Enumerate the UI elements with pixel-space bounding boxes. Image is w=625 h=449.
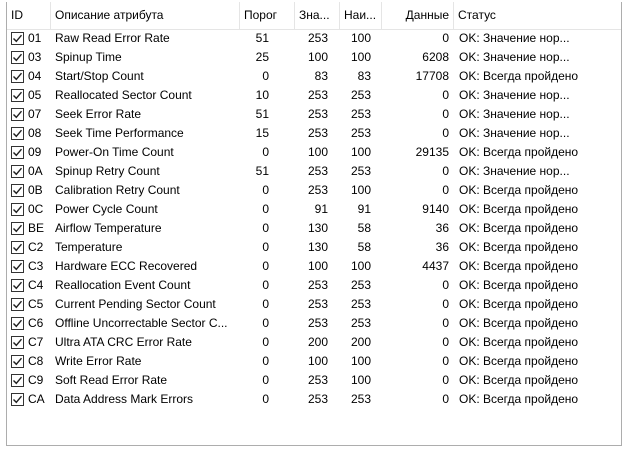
attribute-id: 07 [28,107,42,121]
attribute-value: 253 [307,373,328,387]
attribute-threshold: 0 [262,221,269,235]
attribute-raw-data: 4437 [422,259,449,273]
table-row[interactable] [7,390,621,409]
attribute-worst: 100 [350,259,371,273]
attribute-worst: 100 [350,373,371,387]
row-checkbox[interactable] [11,317,24,330]
attribute-status: OK: Значение нор... [459,107,570,121]
table-row[interactable] [7,238,621,257]
attribute-value: 100 [307,354,328,368]
attribute-threshold: 0 [262,183,269,197]
attribute-id: C9 [28,373,44,387]
checkmark-icon [12,204,23,215]
attribute-status: OK: Всегда пройдено [459,316,579,330]
attribute-worst: 58 [357,240,371,254]
row-checkbox[interactable] [11,355,24,368]
attribute-threshold: 0 [262,278,269,292]
attribute-status: OK: Всегда пройдено [459,145,579,159]
table-row[interactable] [7,124,621,143]
attribute-worst: 253 [350,88,371,102]
row-checkbox[interactable] [11,260,24,273]
checkmark-icon [12,299,23,310]
checkmark-icon [12,280,23,291]
attribute-status: OK: Всегда пройдено [459,392,579,406]
attribute-raw-data: 0 [442,354,449,368]
attribute-value: 253 [307,316,328,330]
checkmark-icon [12,223,23,234]
attribute-id: 09 [28,145,42,159]
checkmark-icon [12,33,23,44]
attribute-name: Calibration Retry Count [55,183,180,197]
attribute-name: Write Error Rate [55,354,142,368]
attribute-raw-data: 17708 [415,69,449,83]
attribute-value: 83 [314,69,328,83]
row-checkbox[interactable] [11,108,24,121]
attribute-id: 0A [28,164,43,178]
attribute-threshold: 0 [262,335,269,349]
attribute-name: Power-On Time Count [55,145,174,159]
checkmark-icon [12,128,23,139]
attribute-raw-data: 0 [442,297,449,311]
attribute-value: 100 [307,259,328,273]
attribute-threshold: 15 [255,126,269,140]
checkmark-icon [12,261,23,272]
attribute-name: Start/Stop Count [55,69,144,83]
row-checkbox[interactable] [11,146,24,159]
checkmark-icon [12,318,23,329]
attribute-status: OK: Всегда пройдено [459,183,579,197]
attribute-threshold: 0 [262,240,269,254]
attribute-value: 253 [307,297,328,311]
attribute-value: 253 [307,126,328,140]
row-checkbox[interactable] [11,32,24,45]
attribute-worst: 100 [350,31,371,45]
attribute-name: Ultra ATA CRC Error Rate [55,335,192,349]
checkmark-icon [12,337,23,348]
attribute-status: OK: Всегда пройдено [459,240,579,254]
checkmark-icon [12,394,23,405]
attribute-raw-data: 0 [442,31,449,45]
row-checkbox[interactable] [11,51,24,64]
attribute-raw-data: 0 [442,164,449,178]
attribute-worst: 100 [350,145,371,159]
attribute-raw-data: 6208 [422,50,449,64]
attribute-worst: 253 [350,126,371,140]
attribute-threshold: 25 [255,50,269,64]
attribute-name: Current Pending Sector Count [55,297,216,311]
checkmark-icon [12,185,23,196]
attribute-name: Seek Error Rate [55,107,142,121]
attribute-worst: 253 [350,392,371,406]
attribute-raw-data: 0 [442,107,449,121]
table-row[interactable] [7,181,621,200]
attribute-value: 253 [307,88,328,102]
column-header-status[interactable]: Статус [458,8,496,22]
attribute-name: Reallocated Sector Count [55,88,192,102]
attribute-raw-data: 0 [442,316,449,330]
attribute-status: OK: Всегда пройдено [459,335,579,349]
attribute-worst: 253 [350,164,371,178]
attribute-threshold: 0 [262,145,269,159]
column-header-data[interactable]: Данные [382,2,454,29]
table-row[interactable] [7,352,621,371]
attribute-id: 04 [28,69,42,83]
attribute-name: Soft Read Error Rate [55,373,168,387]
attribute-status: OK: Всегда пройдено [459,202,579,216]
checkmark-icon [12,166,23,177]
checkmark-icon [12,356,23,367]
checkmark-icon [12,242,23,253]
attribute-id: 0C [28,202,44,216]
attribute-worst: 58 [357,221,371,235]
attribute-worst: 100 [350,183,371,197]
attribute-status: OK: Значение нор... [459,88,570,102]
attribute-id: C8 [28,354,44,368]
attribute-value: 100 [307,145,328,159]
checkmark-icon [12,109,23,120]
attribute-status: OK: Значение нор... [459,164,570,178]
attribute-threshold: 10 [255,88,269,102]
attribute-name: Power Cycle Count [55,202,158,216]
attribute-name: Hardware ECC Recovered [55,259,198,273]
attribute-id: 01 [28,31,42,45]
attribute-value: 91 [314,202,328,216]
attribute-worst: 253 [350,107,371,121]
attribute-status: OK: Всегда пройдено [459,373,579,387]
attribute-status: OK: Всегда пройдено [459,354,579,368]
attribute-id: C6 [28,316,44,330]
attribute-value: 253 [307,278,328,292]
attribute-worst: 253 [350,297,371,311]
attribute-status: OK: Всегда пройдено [459,69,579,83]
column-header-name[interactable]: Описание атрибута [51,2,240,29]
table-row[interactable] [7,371,621,390]
attribute-id: BE [28,221,45,235]
attribute-threshold: 0 [262,202,269,216]
attribute-status: OK: Значение нор... [459,31,570,45]
attribute-name: Spinup Time [55,50,122,64]
row-checkbox[interactable] [11,336,24,349]
table-row[interactable] [7,314,621,333]
row-checkbox[interactable] [11,165,24,178]
table-row[interactable] [7,86,621,105]
table-row[interactable] [7,48,621,67]
attribute-id: C4 [28,278,44,292]
table-row[interactable] [7,257,621,276]
attribute-value: 253 [307,164,328,178]
attribute-status: OK: Всегда пройдено [459,221,579,235]
row-checkbox[interactable] [11,298,24,311]
attribute-name: Raw Read Error Rate [55,31,170,45]
column-header-row [7,2,621,30]
attribute-id: C5 [28,297,44,311]
table-row[interactable] [7,29,621,48]
table-row[interactable] [7,333,621,352]
table-row[interactable] [7,143,621,162]
row-checkbox[interactable] [11,374,24,387]
attribute-name: Data Address Mark Errors [55,392,194,406]
checkmark-icon [12,71,23,82]
table-row[interactable] [7,219,621,238]
attribute-raw-data: 0 [442,183,449,197]
checkmark-icon [12,90,23,101]
column-header-worst[interactable]: Наи... [340,2,382,29]
attribute-name: Temperature [55,240,123,254]
checkmark-icon [12,375,23,386]
attribute-threshold: 0 [262,373,269,387]
attribute-threshold: 51 [255,164,269,178]
attribute-id: 05 [28,88,42,102]
attribute-threshold: 51 [255,31,269,45]
checkmark-icon [12,147,23,158]
column-header-value[interactable]: Зна... [295,2,340,29]
attribute-raw-data: 0 [442,373,449,387]
table-row[interactable] [7,105,621,124]
attribute-status: OK: Всегда пройдено [459,297,579,311]
row-checkbox[interactable] [11,393,24,406]
attribute-worst: 253 [350,316,371,330]
attribute-worst: 100 [350,354,371,368]
attribute-value: 200 [307,335,328,349]
attribute-status: OK: Значение нор... [459,50,570,64]
attribute-id: C2 [28,240,44,254]
attribute-worst: 253 [350,278,371,292]
table-row[interactable] [7,200,621,219]
attribute-threshold: 0 [262,316,269,330]
attribute-id: C3 [28,259,44,273]
attribute-worst: 91 [357,202,371,216]
attribute-value: 100 [307,50,328,64]
attribute-value: 130 [307,240,328,254]
attribute-raw-data: 0 [442,392,449,406]
attribute-value: 253 [307,31,328,45]
column-header-threshold[interactable]: Порог [240,2,295,29]
row-checkbox[interactable] [11,279,24,292]
attribute-worst: 83 [357,69,371,83]
attribute-raw-data: 0 [442,335,449,349]
column-header-id[interactable]: ID [7,2,51,29]
attribute-raw-data: 9140 [422,202,449,216]
attribute-id: C7 [28,335,44,349]
attribute-name: Airflow Temperature [55,221,162,235]
checkmark-icon [12,52,23,63]
attribute-raw-data: 0 [442,88,449,102]
attribute-worst: 100 [350,50,371,64]
attribute-threshold: 0 [262,69,269,83]
smart-attributes-list [6,2,622,446]
attribute-raw-data: 36 [435,221,449,235]
attribute-id: 03 [28,50,42,64]
attribute-name: Spinup Retry Count [55,164,160,178]
attribute-value: 253 [307,107,328,121]
attribute-raw-data: 29135 [415,145,449,159]
attribute-value: 253 [307,392,328,406]
attribute-threshold: 0 [262,354,269,368]
attribute-raw-data: 36 [435,240,449,254]
table-row[interactable] [7,67,621,86]
table-row[interactable] [7,276,621,295]
attribute-name: Seek Time Performance [55,126,184,140]
attribute-threshold: 0 [262,392,269,406]
row-checkbox[interactable] [11,70,24,83]
attribute-value: 130 [307,221,328,235]
attribute-threshold: 0 [262,297,269,311]
row-checkbox[interactable] [11,184,24,197]
row-checkbox[interactable] [11,89,24,102]
row-checkbox[interactable] [11,241,24,254]
attribute-raw-data: 0 [442,126,449,140]
attribute-name: Reallocation Event Count [55,278,191,292]
attribute-value: 253 [307,183,328,197]
attribute-status: OK: Всегда пройдено [459,278,579,292]
attribute-id: 0B [28,183,43,197]
attribute-id: 08 [28,126,42,140]
attribute-status: OK: Всегда пройдено [459,259,579,273]
attribute-id: CA [28,392,45,406]
row-checkbox[interactable] [11,222,24,235]
attribute-raw-data: 0 [442,278,449,292]
attribute-threshold: 51 [255,107,269,121]
row-checkbox[interactable] [11,203,24,216]
table-row[interactable] [7,162,621,181]
attribute-worst: 200 [350,335,371,349]
attribute-status: OK: Значение нор... [459,126,570,140]
table-row[interactable] [7,295,621,314]
attribute-name: Offline Uncorrectable Sector C... [55,316,228,330]
attribute-threshold: 0 [262,259,269,273]
row-checkbox[interactable] [11,127,24,140]
